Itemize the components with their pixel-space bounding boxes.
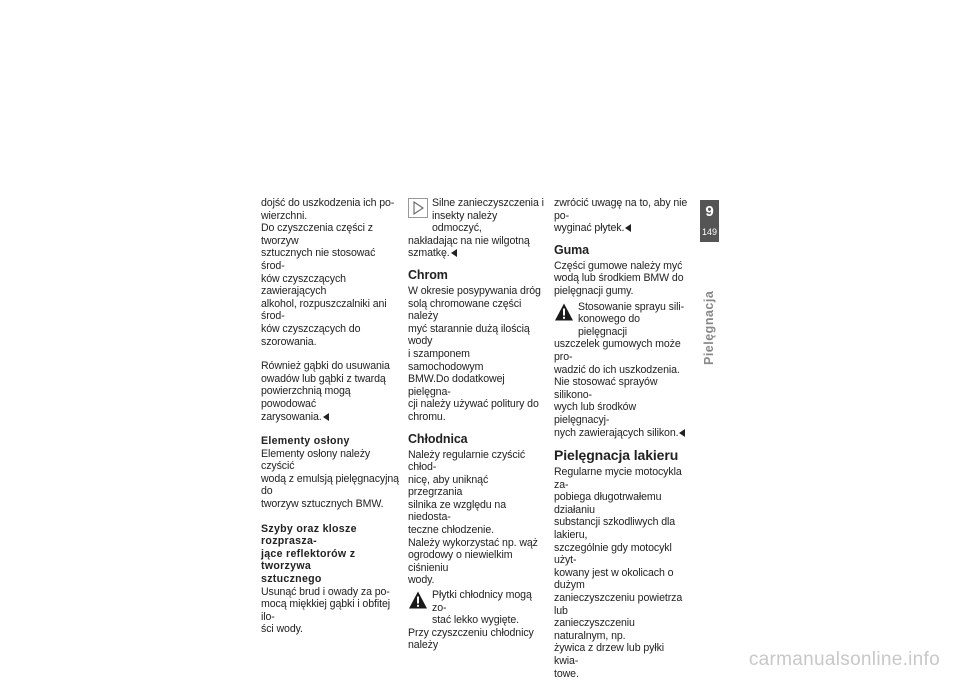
heading-radiator: Chłodnica [408, 431, 468, 446]
paragraph-radiator-cont: zwrócić uwagę na to, aby nie po- wyginać płytek. [554, 197, 688, 235]
heading-chrome: Chrom [408, 267, 448, 282]
heading-paint-care: Pielęgnacja lakieru [554, 447, 679, 464]
hint-triangle-icon [408, 198, 428, 218]
warning-triangle-icon [554, 302, 574, 322]
heading-covers: Elementy osłony [261, 435, 350, 448]
paragraph-glass: Usunąć brud i owady za po- mocą miękkiej gąbki i obfitej ilo- ści wody. [261, 585, 390, 636]
paragraph-plastic-cleaning: dojść do uszkodzenia ich po- wierzchni. Do czyszczenia części z tworzyw sztucznych nie stosować środ- ków czyszczących zawierających alkohol, rozpuszczalniki ani środ- ków czyszczących do szorowania. [261, 197, 395, 348]
chapter-number: 9 [705, 203, 714, 220]
end-mark-icon [451, 249, 457, 257]
paragraph-chrome: W okresie posypywania dróg solą chromowane części należy myć starannie dużą ilością wody i szamponem samochodowym BMW.Do dodatkowej pielęgna- cji należy używać politury do chromu. [408, 284, 541, 423]
warning-note-silicone: Stosowanie sprayu sili- konowego do pielęgnacji uszczelek gumowych może pro- wadzić do ich uszkodzenia. Nie stosować sprayów silikono- wych lub środków pielęgnacyj- nych zawierających silikon. [554, 300, 685, 439]
column-1 [261, 197, 399, 636]
heading-rubber: Guma [554, 242, 590, 257]
hint-note-dirt: Silne zanieczyszczenia i insekty należy odmoczyć, nakładając na nie wilgotną szmatkę. [408, 197, 544, 260]
heading-glass: Szyby oraz klosze rozprasza- jące reflektorów z tworzywa sztucznego [261, 522, 357, 586]
end-mark-icon [323, 413, 329, 421]
warning-triangle-icon [408, 590, 428, 610]
paragraph-paint-care: Regularne mycie motocykla za- pobiega długotrwałemu działaniu substancji szkodliwych dla lakieru, szczególnie gdy motocykl użyt- kowany jest w okolicach o dużym zanieczyszczeniu powietrza lub zanieczyszczeniu naturalnym, np. żywica z drzew lub pyłki kwia- towe. [554, 466, 683, 680]
paragraph-sponges: Również gąbki do usuwania owadów lub gąbki z twardą powierzchnią mogą powodować zarysowania. [261, 360, 390, 423]
column-2 [408, 197, 544, 652]
end-mark-icon [625, 224, 631, 232]
paragraph-radiator: Należy regularnie czyścić chłod- nicę, aby uniknąć przegrzania silnika ze względu na niedosta- teczne chłodzenie. Należy wykorzystać np. wąż ogrodowy o niewielkim ciśnieniu wody. [408, 448, 538, 587]
warning-note-radiator: Płytki chłodnicy mogą zo- stać lekko wygięte. Przy czyszczeniu chłodnicy należy [408, 589, 534, 652]
paragraph-covers: Elementy osłony należy czyścić wodą z emulsją pielęgnacyjną do tworzyw sztucznych BMW. [261, 447, 399, 511]
watermark: carmanualsonline.info [748, 649, 940, 670]
section-title: Pielęgnacja [702, 290, 716, 365]
end-mark-icon [679, 429, 685, 437]
page-number: 149 [701, 227, 718, 237]
column-3 [554, 197, 690, 680]
paragraph-rubber: Części gumowe należy myć wodą lub środkiem BMW do pielęgnacji gumy. [554, 259, 684, 297]
